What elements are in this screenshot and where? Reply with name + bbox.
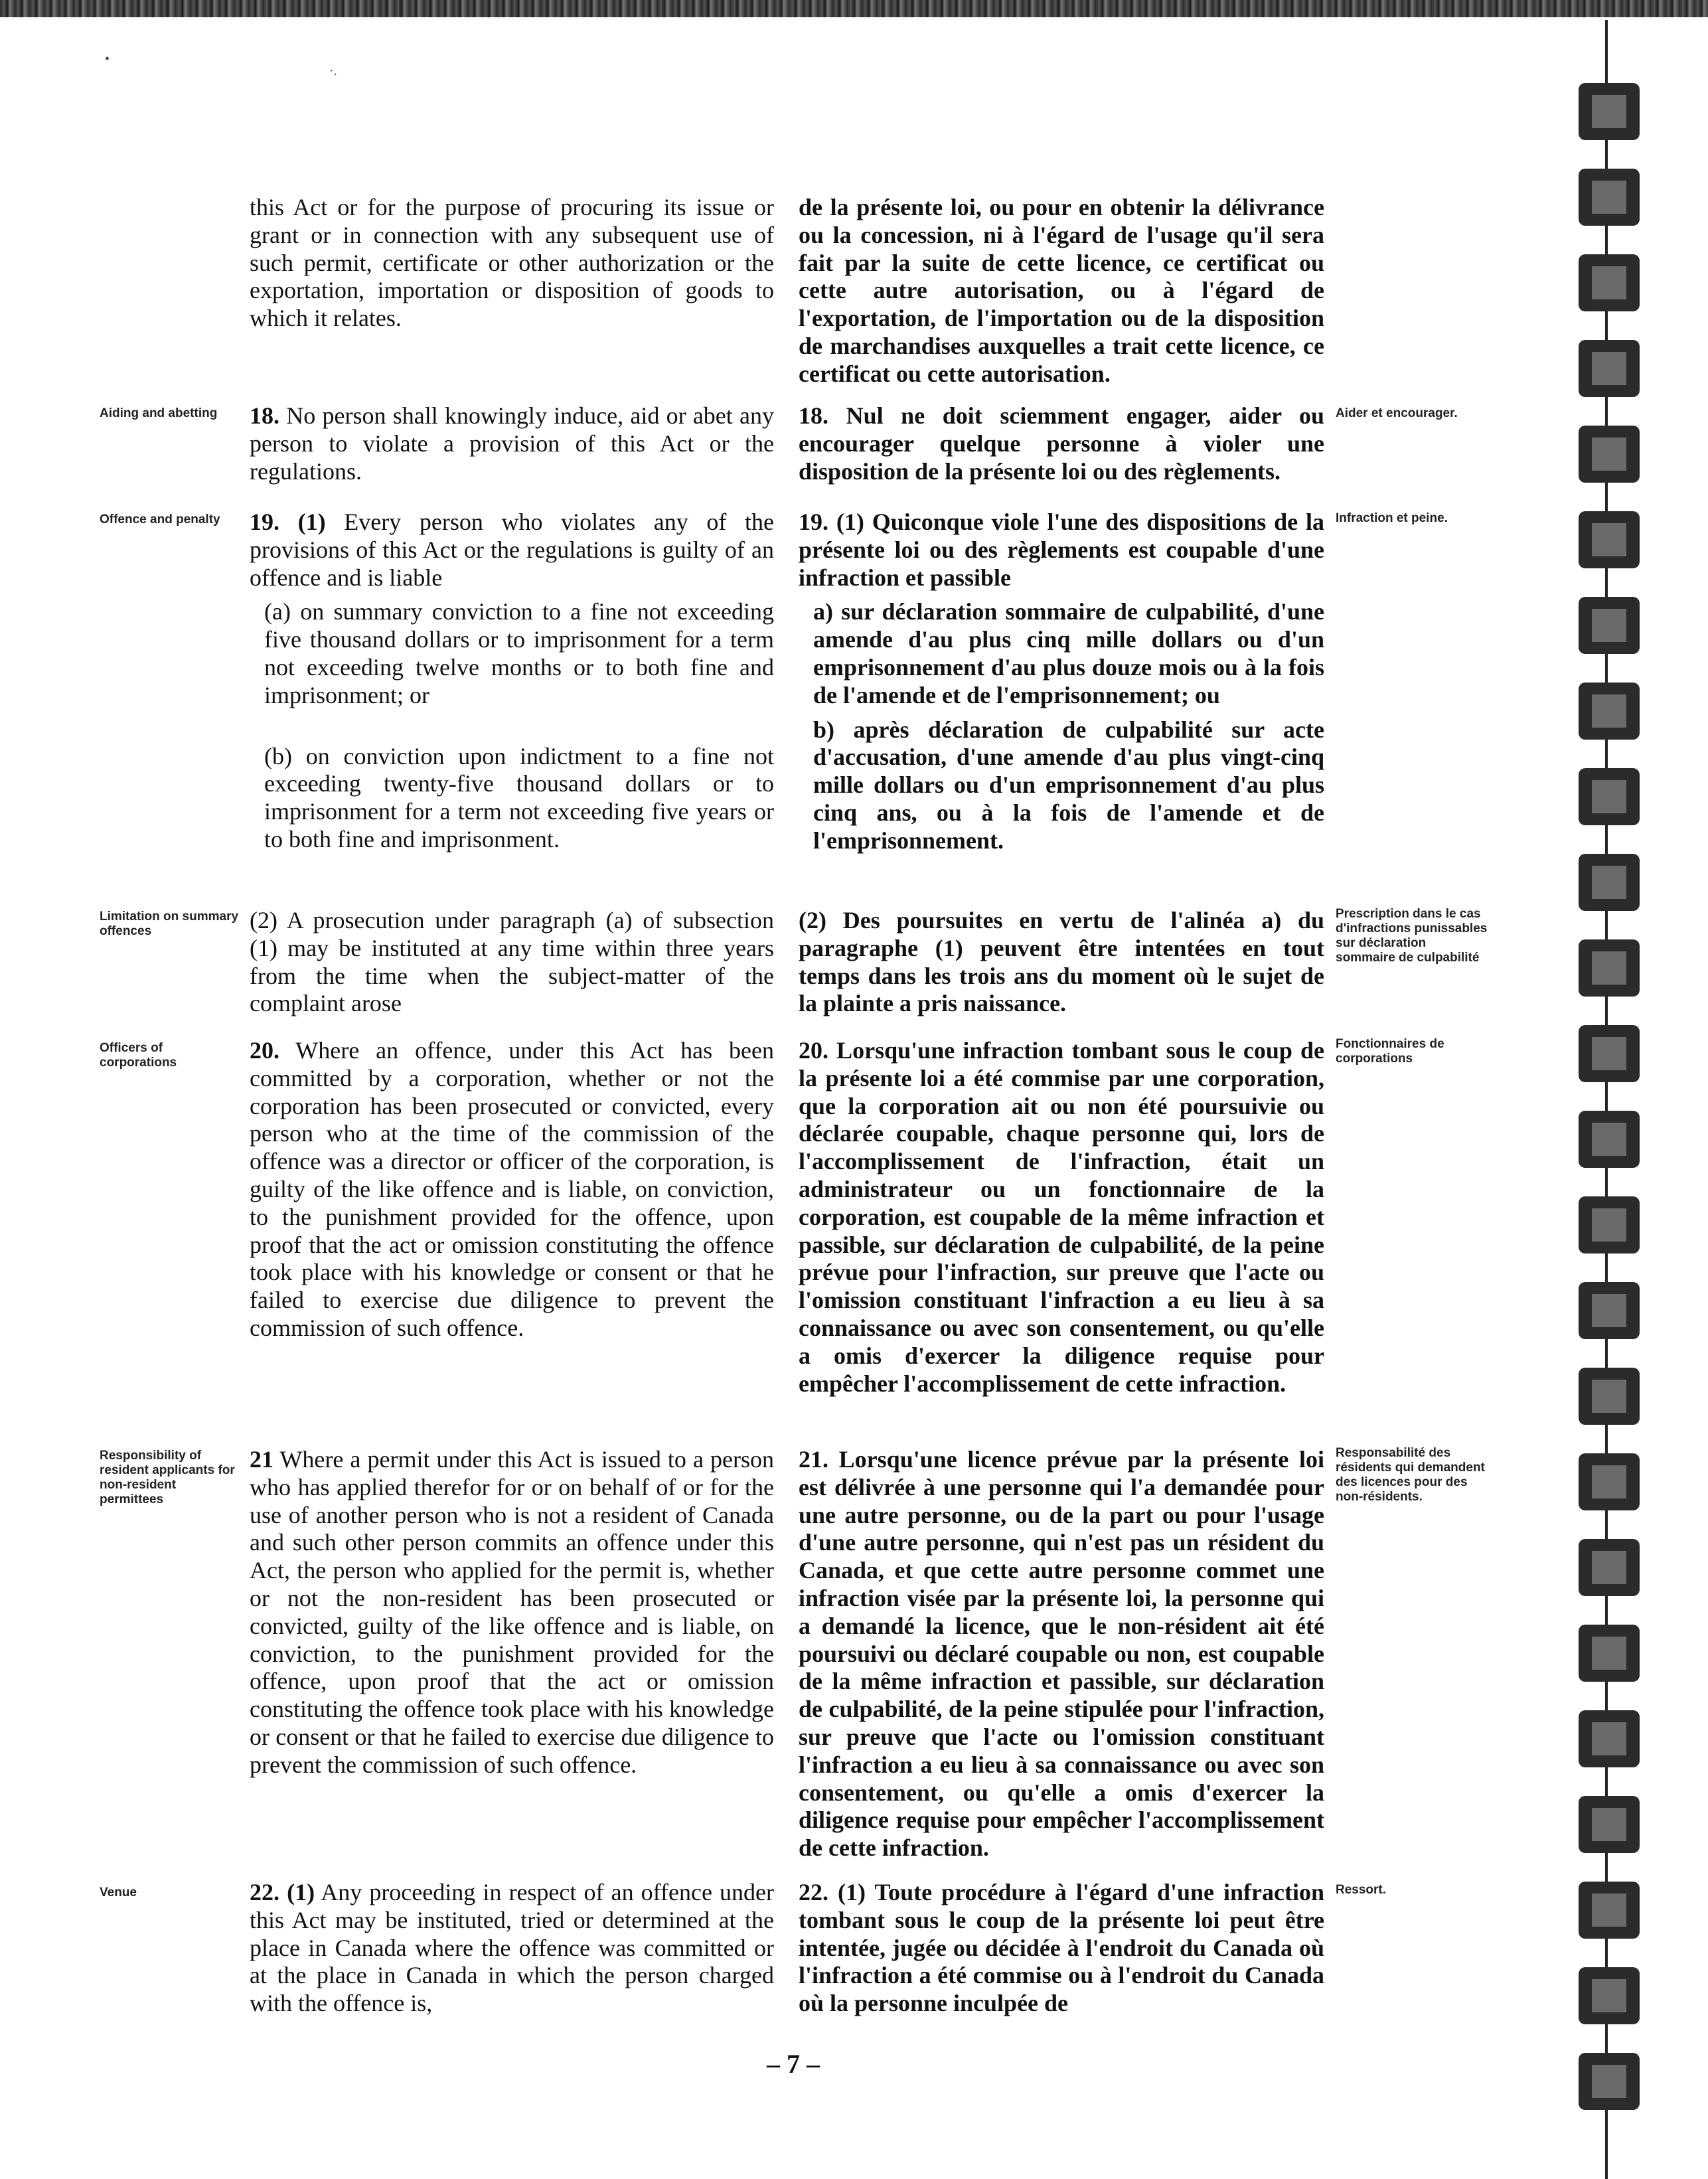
s19-fr-text: 19. (1) Quiconque viole l'une des dispositions de la présente loi ou des règlements est coupable d'une infraction et passible xyxy=(799,509,1325,591)
section-18-fr xyxy=(799,402,1324,485)
marginal-note-s19-fr: Infraction et peine. xyxy=(1336,511,1448,525)
intro-fr-text: de la présente loi, ou pour en obtenir la délivrance ou la concession, ni à l'égard de l'usage qu'il sera fait par la suite de cette licence, ce certificat ou cette autre autorisation, ou à l'égard de l'exportation, de l'importation ou de la disposition de marchandises auxquelles a trait cette licence, ce certificat ou cette autorisation. xyxy=(799,194,1324,387)
marginal-note-s20-en: Officers of corporations xyxy=(100,1041,177,1070)
section-19-2-en xyxy=(250,907,774,1018)
binding-ring-inner xyxy=(1592,1551,1626,1584)
intro-en xyxy=(250,194,774,333)
s21-fr-text: 21. Lorsqu'une licence prévue par la présente loi est délivrée à une personne qui l'a demandée pour une autre personne, ou de la part ou pour l'usage d'une autre personne, qui n'est pas un résident du Canada, et que cette autre personne commet une infraction visée par la présente loi, la personne qui a demandé la licence, que le non-résident ait été poursuivi ou déclaré coupable ou non, est coupable de la même infraction et passible, sur déclaration de culpabilité, de la peine stipulée pour l'infraction, sur preuve que l'acte ou l'omission constituant l'infraction a eu lieu à sa connaissance ou avec son consentement, ou qu'elle a omis d'exercer la diligence requise pour empêcher l'accomplissement de cette infraction. xyxy=(799,1446,1324,1862)
s19-para-b-fr: b) après déclaration de culpabilité sur acte d'accusation, d'une amende d'au plus vingt-cinq mille dollars ou d'un emprisonnement d'au plus cinq ans, ou à la fois de l'amende et de l'emprisonnement. xyxy=(813,716,1325,854)
s19-para-b-en: (b) on conviction upon indictment to a fine not exceeding twenty-five thousand dollars or to imprisonment for a term not exceeding five years or to both fine and imprisonment. xyxy=(264,742,774,852)
binding-ring-inner xyxy=(1592,181,1626,214)
section-20-en xyxy=(250,1037,774,1342)
binding-ring-inner xyxy=(1592,609,1626,642)
marginal-note-s20-fr: Fonctionnaires de corporations xyxy=(1336,1037,1444,1066)
marginal-note-s19-en: Offence and penalty xyxy=(100,513,220,526)
binding-ring-inner xyxy=(1592,951,1626,985)
s18-number-fr: 18. xyxy=(799,402,828,429)
binding-ring-inner xyxy=(1592,866,1626,899)
binding-ring-inner xyxy=(1592,1808,1626,1841)
s19-para-a-fr: a) sur déclaration sommaire de culpabilité, d'une amende d'au plus cinq mille dollars ou d'un emprisonnement d'au plus douze mois ou à la fois de l'amende et de l'emprisonnement; ou xyxy=(813,598,1325,708)
binding-ring-inner xyxy=(1592,780,1626,813)
marginal-note-s22-fr: Ressort. xyxy=(1336,1883,1387,1897)
s19-2-en-text: (2) A prosecution under paragraph (a) of subsection (1) may be instituted at any time within three years from the time when the subject-matter of the complaint arose xyxy=(250,907,774,1017)
binding-ring-inner xyxy=(1592,1637,1626,1670)
binding-ring-inner xyxy=(1592,1294,1626,1327)
section-22-fr xyxy=(799,1879,1324,2018)
binding-ring-inner xyxy=(1592,2065,1626,2098)
section-18-en xyxy=(250,402,774,485)
s20-fr-text: 20. Lorsqu'une infraction tombant sous le coup de la présente loi a été commise par une corporation, que la corporation ait ou non été poursuivie ou déclarée coupable, chaque personne qui, lors de l'accomplissement de l'infraction, était un administrateur ou un fonctionnaire de la corporation, est coupable de la même infraction et passible, sur déclaration de culpabilité, de la peine prévue pour l'infraction, sur preuve que l'acte ou l'omission constituant l'infraction a eu lieu à sa connaissance ou avec son consentement, ou qu'elle a omis d'exercer la diligence requise pour empêcher l'accomplissement de cette infraction. xyxy=(799,1037,1325,1397)
marginal-note-s18-fr: Aider et encourager. xyxy=(1336,406,1458,420)
binding-ring-inner xyxy=(1592,523,1626,556)
marginal-note-s21-fr: Responsabilité des résidents qui demandent des licences pour des non-résidents. xyxy=(1336,1446,1485,1504)
s18-number: 18. xyxy=(250,402,279,429)
section-21-fr xyxy=(799,1446,1324,1862)
s20-en-text: 20. Where an offence, under this Act has been committed by a corporation, whether or not the corporation has been prosecuted or convicted, every person who at the time of the commission of the offence was a director or officer of the corporation, is guilty of the like offence and is liable, on conviction, to the punishment provided for the offence, upon proof that the act or omission constituting the offence took place with his knowledge or consent or that he failed to exercise due diligence to prevent the commission of such offence. xyxy=(250,1037,774,1341)
marginal-note-s19-2-en: Limitation on summary offences xyxy=(100,910,239,938)
s18-en-text: 18. No person shall knowingly induce, aid or abet any person to violate a provision of this Act or the regulations. xyxy=(250,402,775,485)
marginal-note-s22-en: Venue xyxy=(100,1886,137,1899)
page-number: – 7 – xyxy=(767,2049,820,2079)
binding-ring-inner xyxy=(1592,1380,1626,1413)
binding-ring-inner xyxy=(1592,1123,1626,1156)
section-19-fr xyxy=(799,509,1324,855)
section-20-fr xyxy=(799,1037,1324,1398)
marginal-note-s18-en: Aiding and abetting xyxy=(100,406,218,420)
s19-2-fr-text: (2) Des poursuites en vertu de l'alinéa a) du paragraphe (1) peuvent être intentées en tout temps dans les trois ans du moment où le sujet de la plainte a pris naissance. xyxy=(799,907,1324,1017)
section-19-en xyxy=(250,509,774,854)
scan-speck: ·. xyxy=(329,64,337,78)
intro-en-text: this Act or for the purpose of procuring its issue or grant or in connection with any subsequent use of such permit, certificate or other authorization or the exportation, importation or disposition of goods to which it relates. xyxy=(250,194,774,332)
spiral-binding xyxy=(1573,0,1708,2179)
marginal-note-s19-2-fr: Prescription dans le cas d'infractions punissables sur déclaration sommaire de culpabilité xyxy=(1336,907,1488,965)
binding-ring-inner xyxy=(1592,352,1626,385)
binding-ring-inner xyxy=(1592,438,1626,471)
s22-fr-text: 22. (1) Toute procédure à l'égard d'une infraction tombant sous le coup de la présente loi peut être intentée, jugée ou décidée à l'endroit du Canada où l'infraction a été commise ou à l'endroit du Canada où la personne inculpée de xyxy=(799,1879,1325,2017)
s19-para-a-en: (a) on summary conviction to a fine not exceeding five thousand dollars or to imprisonment for a term not exceeding twelve months or to both fine and imprisonment; or xyxy=(264,598,775,708)
binding-ring-inner xyxy=(1592,694,1626,728)
binding-ring-inner xyxy=(1592,95,1626,128)
binding-ring-inner xyxy=(1592,1465,1626,1498)
intro-fr xyxy=(799,194,1324,388)
s19-en-text: 19. (1) Every person who violates any of the provisions of this Act or the regulations is guilty of an offence and is liable xyxy=(250,509,774,591)
binding-ring-inner xyxy=(1592,266,1626,299)
binding-ring-inner xyxy=(1592,1979,1626,2012)
s22-en-text: 22. (1) Any proceeding in respect of an offence under this Act may be instituted, tried or determined at the place in Canada where the offence was committed or at the place in Canada in which the person charged with the offence is, xyxy=(250,1879,775,2017)
scan-edge-bar xyxy=(0,0,1708,17)
binding-ring-inner xyxy=(1592,1722,1626,1755)
s18-fr-text: 18. Nul ne doit sciemment engager, aider ou encourager quelque personne à violer une disposition de la présente loi ou des règlements. xyxy=(799,402,1324,485)
binding-ring-inner xyxy=(1592,1037,1626,1070)
section-22-en xyxy=(250,1879,774,2018)
scan-speck: • xyxy=(105,52,110,66)
marginal-note-s21-en: Responsibility of resident applicants for non-resident permittees xyxy=(100,1449,235,1506)
binding-ring-inner xyxy=(1592,1894,1626,1927)
s21-en-text: 21 Where a permit under this Act is issued to a person who has applied therefor for or on behalf of or for the use of another person who is not a resident of Canada and such other person commits an offence under this Act, the person who applied for the permit is, whether or not the non-resident has been prosecuted or convicted, guilty of the like offence and is liable, on conviction, to the punishment provided for the offence, upon proof that the act or omission constituting the offence took place with his knowledge or consent or that he failed to exercise due diligence to prevent the commission of such offence. xyxy=(250,1446,774,1778)
section-19-2-fr xyxy=(799,907,1324,1018)
binding-ring-inner xyxy=(1592,1208,1626,1242)
section-21-en xyxy=(250,1446,774,1779)
